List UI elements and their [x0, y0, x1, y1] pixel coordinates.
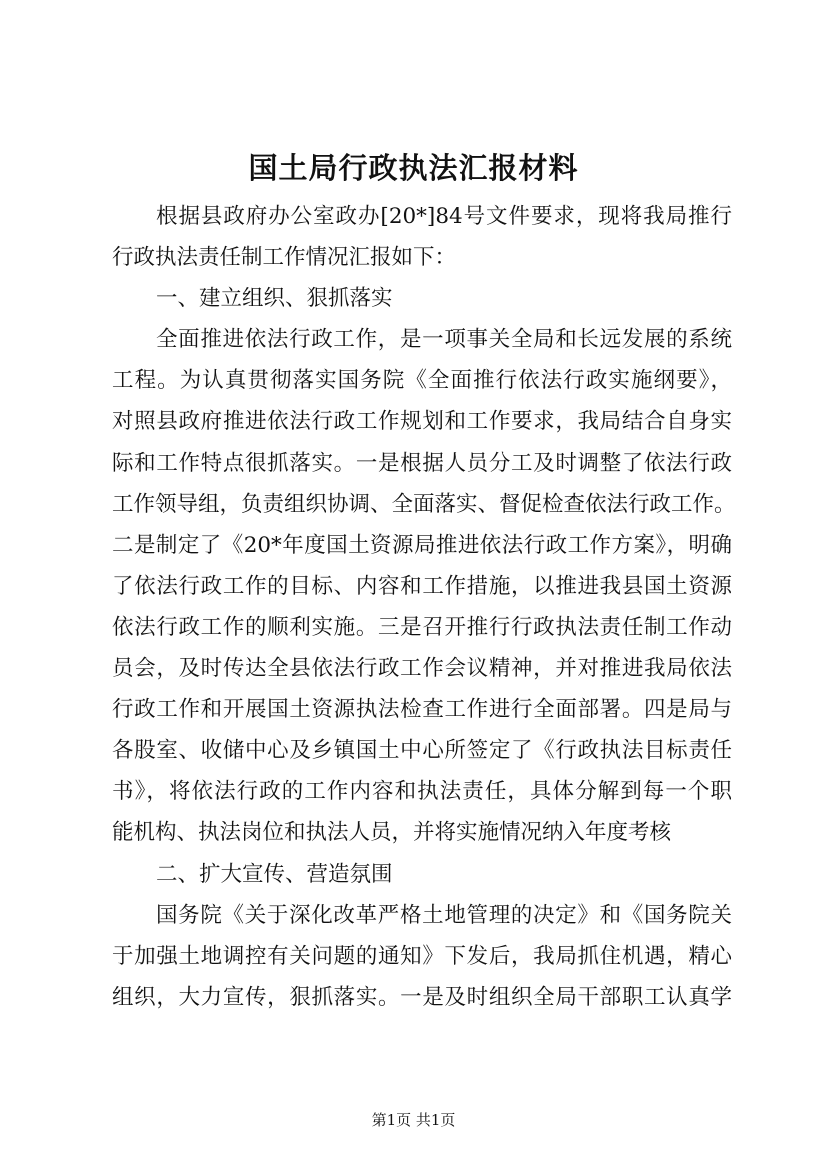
paragraph-line: 了依法行政工作的目标、内容和工作措施，以推进我县国土资源 [112, 573, 732, 599]
paragraph-line: 全面推进依法行政工作，是一项事关全局和长远发展的系统 [156, 327, 732, 353]
paragraph-line: 对照县政府推进依法行政工作规划和工作要求，我局结合自身实 [112, 409, 732, 435]
paragraph-line: 工作领导组，负责组织协调、全面落实、督促检查依法行政工作。 [112, 491, 736, 517]
paragraph-line: 各股室、收储中心及乡镇国土中心所签定了《行政执法目标责任 [112, 738, 732, 764]
section-heading: 一、建立组织、狠抓落实 [156, 286, 393, 312]
section-heading: 二、扩大宣传、营造氛围 [156, 861, 393, 887]
paragraph-line: 工程。为认真贯彻落实国务院《全面推行依法行政实施纲要》， [112, 368, 732, 394]
paragraph-line: 书》，将依法行政的工作内容和执法责任，具体分解到每一个职 [112, 779, 732, 805]
paragraph-line: 国务院《关于深化改革严格土地管理的决定》和《国务院关 [156, 902, 732, 928]
paragraph-line: 于加强土地调控有关问题的通知》下发后，我局抓住机遇，精心 [112, 943, 732, 969]
page-footer: 第1页 共1页 [371, 1111, 456, 1129]
document-body [112, 196, 736, 1018]
paragraph-line: 依法行政工作的顺利实施。三是召开推行行政执法责任制工作动 [112, 614, 732, 640]
paragraph-line: 能机构、执法岗位和执法人员，并将实施情况纳入年度考核 [112, 820, 672, 846]
paragraph-line: 二是制定了《20*年度国土资源局推进依法行政工作方案》，明确 [112, 532, 732, 558]
paragraph-line: 际和工作特点很抓落实。一是根据人员分工及时调整了依法行政 [112, 450, 732, 476]
paragraph-line: 行政执法责任制工作情况汇报如下： [112, 245, 457, 271]
paragraph-line: 根据县政府办公室政办[20*]84号文件要求，现将我局推行 [156, 204, 732, 229]
paragraph-line: 员会，及时传达全县依法行政工作会议精神，并对推进我局依法 [112, 656, 732, 682]
paragraph-line: 行政工作和开展国土资源执法检查工作进行全面部署。四是局与 [112, 697, 732, 723]
document-title: 国土局行政执法汇报材料 [248, 151, 579, 185]
paragraph-line: 组织，大力宣传，狠抓落实。一是及时组织全局干部职工认真学 [112, 984, 732, 1010]
